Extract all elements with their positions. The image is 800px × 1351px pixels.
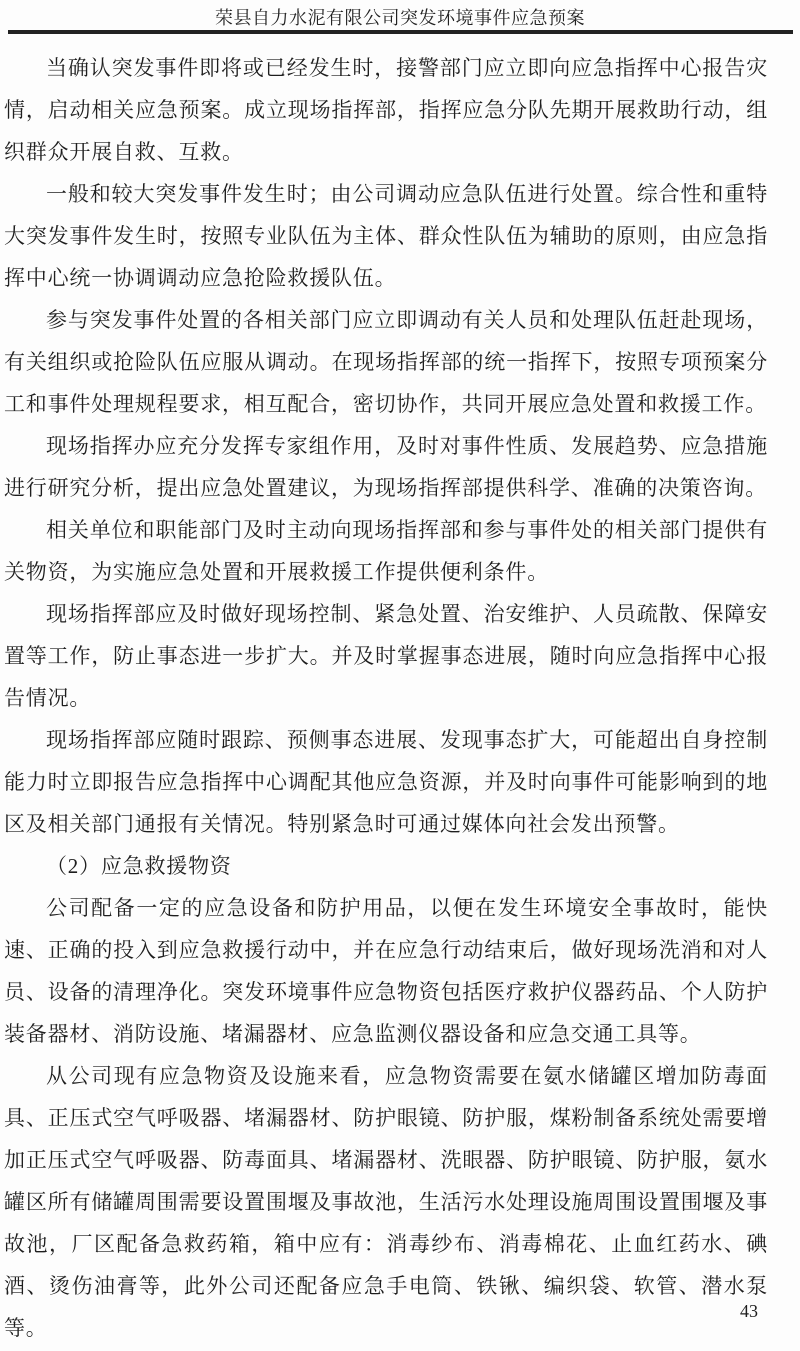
paragraph: 现场指挥办应充分发挥专家组作用，及时对事件性质、发展趋势、应急措施进行研究分析，提出应急处置建议，为现场指挥部提供科学、准确的决策咨询。 <box>4 434 768 500</box>
paragraph: 现场指挥部应随时跟踪、预侧事态进展、发现事态扩大，可能超出自身控制能力时立即报告应急指挥中心调配其他应急资源，并及时向事件可能影响到的地区及相关部门通报有关情况。特别紧急时可通过媒体向社会发出预警。 <box>4 728 768 836</box>
paragraph: 当确认突发事件即将或已经发生时，接警部门应立即向应急指挥中心报告灾情，启动相关应急预案。成立现场指挥部，指挥应急分队先期开展救助行动，组织群众开展自救、互救。 <box>4 56 768 164</box>
paragraph: 公司配备一定的应急设备和防护用品，以便在发生环境安全事故时，能快速、正确的投入到应急救援行动中，并在应急行动结束后，做好现场洗消和对人员、设备的清理净化。突发环境事件应急物资包括医疗救护仪器药品、个人防护装备器材、消防设施、堵漏器材、应急监测仪器设备和应急交通工具等。 <box>4 896 768 1046</box>
paragraph: 现场指挥部应及时做好现场控制、紧急处置、治安维护、人员疏散、保障安置等工作，防止事态进一步扩大。并及时掌握事态进展，随时向应急指挥中心报告情况。 <box>4 602 768 710</box>
paragraph-list <box>4 47 768 1349</box>
paragraph: 从公司现有应急物资及设施来看，应急物资需要在氨水储罐区增加防毒面具、正压式空气呼吸器、堵漏器材、防护眼镜、防护服，煤粉制备系统处需要增加正压式空气呼吸器、防毒面具、堵漏器材、洗眼器、防护眼镜、防护服，氨水罐区所有储罐周围需要设置围堰及事故池，生活污水处理设施周围设置围堰及事故池，厂区配备急救药箱，箱中应有：消毒纱布、消毒棉花、止血红药水、碘酒、烫伤油膏等，此外公司还配备应急手电筒、铁锹、编织袋、软管、潜水泵等。 <box>4 1064 768 1340</box>
header-divider <box>8 30 793 34</box>
page-number: 43 <box>740 1301 758 1321</box>
paragraph: 一般和较大突发事件发生时；由公司调动应急队伍进行处置。综合性和重特大突发事件发生时，按照专业队伍为主体、群众性队伍为辅助的原则，由应急指挥中心统一协调调动应急抢险救援队伍。 <box>4 182 768 290</box>
page-header-title: 荣县自力水泥有限公司突发环境事件应急预案 <box>215 8 585 28</box>
paragraph: 相关单位和职能部门及时主动向现场指挥部和参与事件处的相关部门提供有关物资，为实施应急处置和开展救援工作提供便利条件。 <box>4 518 768 584</box>
paragraph: 参与突发事件处置的各相关部门应立即调动有关人员和处理队伍赶赴现场，有关组织或抢险队伍应服从调动。在现场指挥部的统一指挥下，按照专项预案分工和事件处理规程要求，相互配合，密切协作，共同开展应急处置和救援工作。 <box>4 308 768 416</box>
section-heading: （2）应急救援物资 <box>46 854 232 878</box>
